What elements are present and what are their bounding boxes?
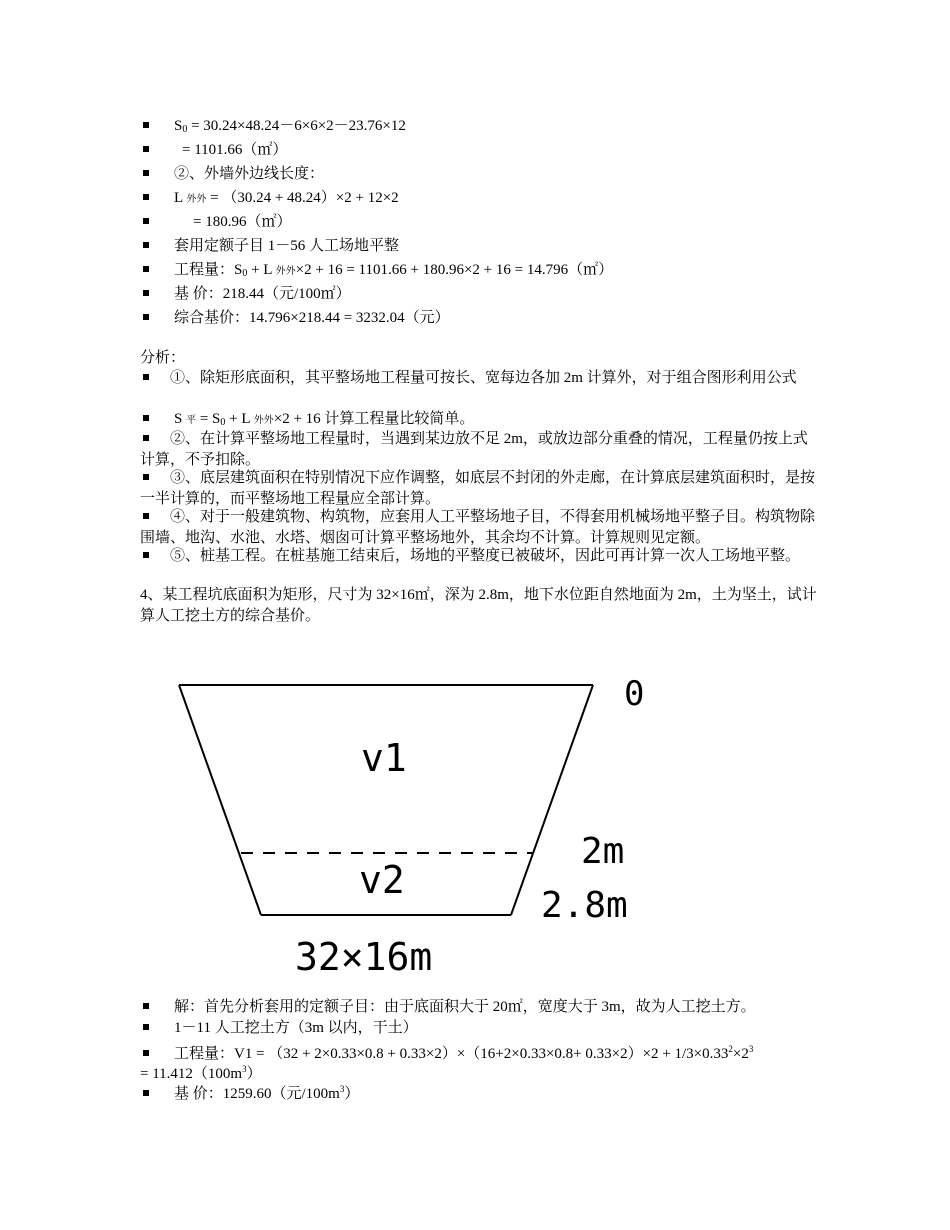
- v2-label: v2: [359, 858, 405, 902]
- quota-item-line: 套用定额子目 1－56 人工场地平整: [140, 236, 820, 256]
- analysis-formula: S 平 = $S_0 + L$ 外外×2 + 16 计算工程量比较简单。: [140, 409, 820, 434]
- bullet-icon: [143, 552, 149, 558]
- analysis-heading: 分析：: [140, 350, 186, 366]
- solution-volume-formula: 工程量：$V1 = (32 + 2\times 0.33\times 0.8 + 0.33\times 2)\times(16+2\times 0.33\times 0.8+ 0.33\times 2)\times 2 + 1/3\times 0.33^2\times 2^3$: [140, 1039, 820, 1064]
- solution-line-1: 解：首先分析套用的定额子目：由于底面积大于 20㎡，宽度大于 3m，故为人工挖土方。: [140, 997, 820, 1017]
- analysis-point-3: ③、底层建筑面积在特别情况下应作调整，如底层不封闭的外走廊，在计算底层建筑面积时，是按一半计算的，而平整场地工程量应全部计算。: [140, 470, 816, 507]
- bullet-icon: [143, 1003, 149, 1009]
- analysis-point-5: ⑤、桩基工程。在桩基施工结束后，场地的平整度已被破坏，因此可再计算一次人工场地平整。: [140, 546, 820, 567]
- wall-heading-line: ②、外墙外边线长度：: [140, 164, 820, 184]
- solution-line-2: 1－11 人工挖土方（3m 以内，干土）: [140, 1018, 820, 1038]
- bullet-icon: [143, 218, 149, 224]
- bullet-icon: [143, 1024, 149, 1030]
- base-dimension-label: 32×16m: [295, 935, 433, 979]
- solution-volume-result: = $11.412(100m^3)$: [140, 1064, 262, 1082]
- l-result-line: = 180.96（㎡）: [140, 212, 820, 232]
- problem-4: 4、某工程坑底面积为矩形，尺寸为 32×16㎡，深为 2.8m，地下水位距自然地面为 2m，土为坚土，试计算人工挖土方的综合基价。: [140, 587, 817, 624]
- solution-base-price: 基 价：1259.60（元$/100m^3$）: [140, 1079, 820, 1104]
- ground-zero-label: 0: [624, 674, 645, 714]
- bullet-icon: [143, 415, 149, 421]
- quantity-line: 工程量：$S_0 + L$ 外外×2 + 16 = 1101.66 + 180.96×2 + 16 = 14.796（㎡）: [140, 260, 820, 284]
- analysis-point-2: ②、在计算平整场地工程量时，当遇到某边放不足 2m，或放边部分重叠的情况，工程量仍按上式计算，不予扣除。: [140, 431, 808, 468]
- bullet-icon: [143, 374, 149, 380]
- pit-cross-section-figure: [165, 665, 645, 985]
- right-slope-line: [511, 685, 593, 915]
- v1-label: v1: [361, 736, 407, 780]
- s0-formula-line: $S_0 = 30.24\times 48.24-6\times 6\times 2-23.76\times 12$: [140, 116, 820, 140]
- bullet-icon: [143, 146, 149, 152]
- bullet-icon: [143, 513, 149, 519]
- bullet-icon: [143, 242, 149, 248]
- s0-result-line: = 1101.66（㎡）: [140, 140, 820, 160]
- analysis-point-4: ④、对于一般建筑物、构筑物，应套用人工平整场地子目，不得套用机械场地平整子目。构筑物除围墙、地沟、水池、水塔、烟囱可计算平整场地外，其余均不计算。计算规则见定额。: [140, 509, 816, 546]
- base-price-line: 基 价：218.44（元/100㎡）: [140, 284, 820, 304]
- bullet-icon: [143, 122, 149, 128]
- water-depth-label: 2m: [581, 831, 625, 872]
- l-formula-line: L 外外 = （30.24 + 48.24）×2 + 12×2: [140, 188, 820, 210]
- bullet-icon: [143, 290, 149, 296]
- bullet-icon: [143, 435, 149, 441]
- left-slope-line: [179, 685, 261, 915]
- total-price-line: 综合基价：14.796×218.44 = 3232.04（元）: [140, 308, 820, 328]
- analysis-point-1: ①、除矩形底面积，其平整场地工程量可按长、宽每边各加 2m 计算外，对于组合图形利用公式: [140, 368, 820, 389]
- pit-depth-label: 2.8m: [541, 885, 628, 926]
- bullet-icon: [143, 314, 149, 320]
- bullet-icon: [143, 1090, 149, 1096]
- bullet-icon: [143, 474, 149, 480]
- bullet-icon: [143, 266, 149, 272]
- bullet-icon: [143, 170, 149, 176]
- bullet-icon: [143, 194, 149, 200]
- bullet-icon: [143, 1050, 149, 1056]
